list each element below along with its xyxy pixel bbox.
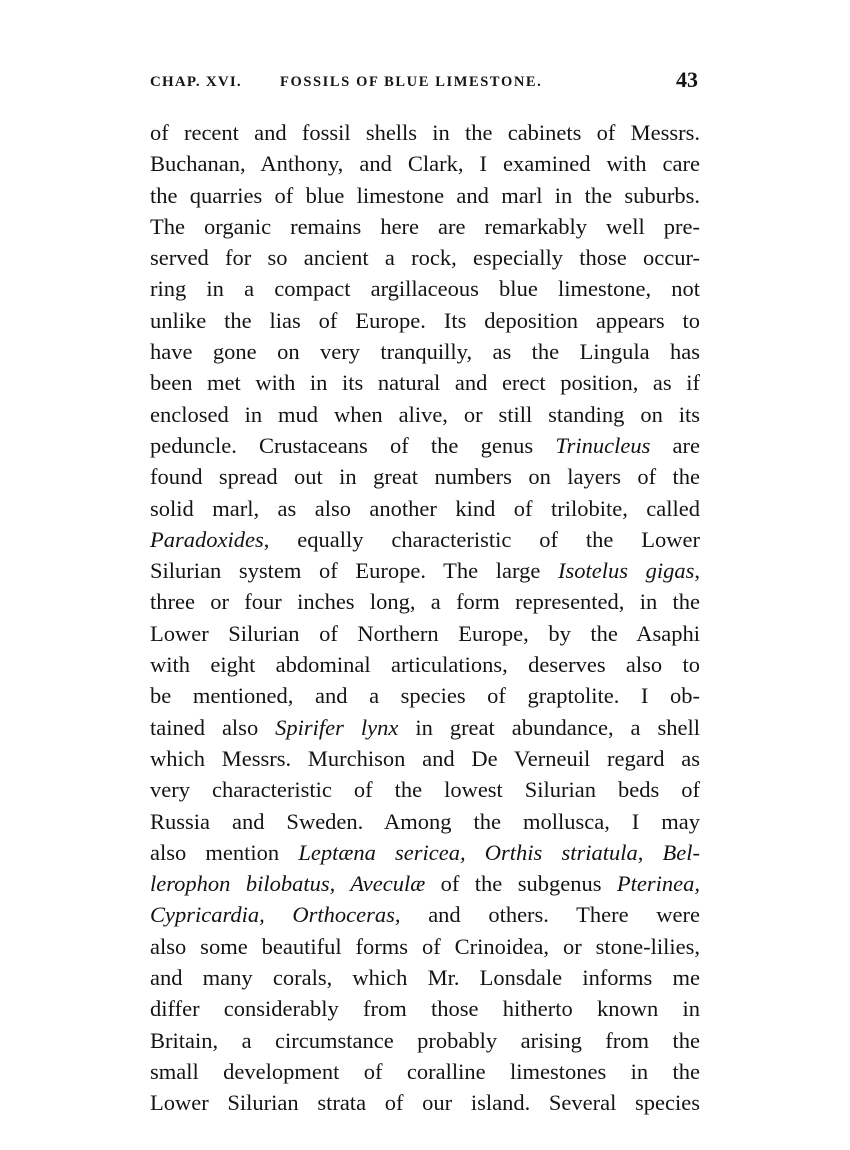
text-run: also some beautiful forms of Crinoidea, or stone-lilies, [150, 933, 700, 959]
text-run: solid marl, as also another kind of trilobite, called [150, 495, 700, 521]
italic-term: Pterinea, [616, 871, 701, 897]
text-run: served for so ancient a rock, especially those occur- [150, 245, 700, 271]
text-line [150, 993, 700, 1024]
text-line [150, 430, 700, 461]
text-run: very characteristic of the lowest Silurian beds of [150, 777, 700, 803]
italic-term: Spirifer lynx [275, 714, 399, 740]
text-run: of recent and fossil shells in the cabinets of Messrs. [150, 120, 700, 145]
text-line [150, 211, 700, 242]
text-line [150, 618, 700, 649]
text-line [150, 148, 700, 179]
text-line [150, 1087, 700, 1118]
text-run: three or four inches long, a form represented, in the [150, 589, 700, 615]
text-run: Lower Silurian strata of our island. Several species [150, 1090, 700, 1116]
text-line [150, 649, 700, 680]
text-line [150, 837, 700, 868]
text-line [150, 868, 700, 899]
page-number: 43 [676, 67, 698, 92]
text-line [150, 461, 700, 492]
text-line [150, 493, 700, 524]
text-line [150, 555, 700, 586]
text-run: Britain, a circumstance probably arising from the [150, 1027, 700, 1053]
text-line [150, 524, 700, 555]
text-run: unlike the lias of Europe. Its deposition appears to [150, 307, 700, 333]
text-run: in great abundance, a shell [398, 714, 700, 740]
text-run: ring in a compact argillaceous blue limestone, not [150, 276, 700, 302]
text-run: found spread out in great numbers on layers of the [150, 464, 700, 490]
italic-term: lerophon bilobatus, Aveculæ [150, 871, 426, 897]
text-run: Lower Silurian of Northern Europe, by the Asaphi [150, 620, 700, 646]
text-line [150, 117, 700, 148]
text-line [150, 586, 700, 617]
text-line [150, 367, 700, 398]
text-run: enclosed in mud when alive, or still standing on its [150, 401, 700, 427]
text-line [150, 336, 700, 367]
text-line [150, 774, 700, 805]
text-run: be mentioned, and a species of graptolite. I ob- [150, 683, 700, 709]
text-run: and many corals, which Mr. Lonsdale informs me [150, 965, 700, 991]
running-head [150, 66, 698, 96]
text-line [150, 680, 700, 711]
text-line [150, 962, 700, 993]
italic-term: Leptæna sericea, Orthis striatula, Bel- [298, 839, 700, 865]
running-title: FOSSILS OF BLUE LIMESTONE. [280, 74, 543, 90]
text-line [150, 712, 700, 743]
text-run: with eight abdominal articulations, deserves also to [150, 652, 700, 678]
text-line [150, 1025, 700, 1056]
text-run: Silurian system of Europe. The large [150, 558, 558, 584]
italic-term: Trinucleus [555, 432, 651, 458]
text-line [150, 743, 700, 774]
text-run: also mention [150, 839, 299, 865]
text-run: tained also [150, 714, 276, 740]
text-run: differ considerably from those hitherto known in [150, 996, 700, 1022]
text-run: , equally characteristic of the Lower [263, 526, 700, 552]
text-run: and others. There were [400, 902, 700, 928]
text-run: peduncle. Crustaceans of the genus [150, 432, 556, 458]
text-run: small development of coralline limestones in the [150, 1058, 700, 1084]
text-line [150, 1056, 700, 1087]
italic-term: Isotelus gigas [557, 558, 695, 584]
text-run: have gone on very tranquilly, as the Lingula has [150, 339, 700, 365]
text-run: Russia and Sweden. Among the mollusca, I may [150, 808, 700, 834]
text-line [150, 180, 700, 211]
text-run: the quarries of blue limestone and marl in the suburbs. [150, 182, 700, 208]
chapter-label: CHAP. XVI. [150, 74, 242, 90]
italic-term: Cypricardia, Orthoceras, [150, 902, 401, 928]
text-line [150, 305, 700, 336]
text-run: Buchanan, Anthony, and Clark, I examined with care [150, 151, 700, 177]
text-run: been met with in its natural and erect position, as if [150, 370, 700, 396]
text-run: The organic remains here are remarkably well pre- [150, 213, 700, 239]
text-run: , [694, 558, 700, 584]
body-text [150, 117, 700, 1119]
text-line [150, 931, 700, 962]
text-run: which Messrs. Murchison and De Verneuil regard as [150, 745, 700, 771]
text-line [150, 399, 700, 430]
text-run: are [650, 432, 700, 458]
text-line [150, 242, 700, 273]
text-line [150, 899, 700, 930]
text-run: of the subgenus [425, 871, 617, 897]
text-line [150, 806, 700, 837]
italic-term: Paradoxides [150, 526, 264, 552]
text-line [150, 273, 700, 304]
